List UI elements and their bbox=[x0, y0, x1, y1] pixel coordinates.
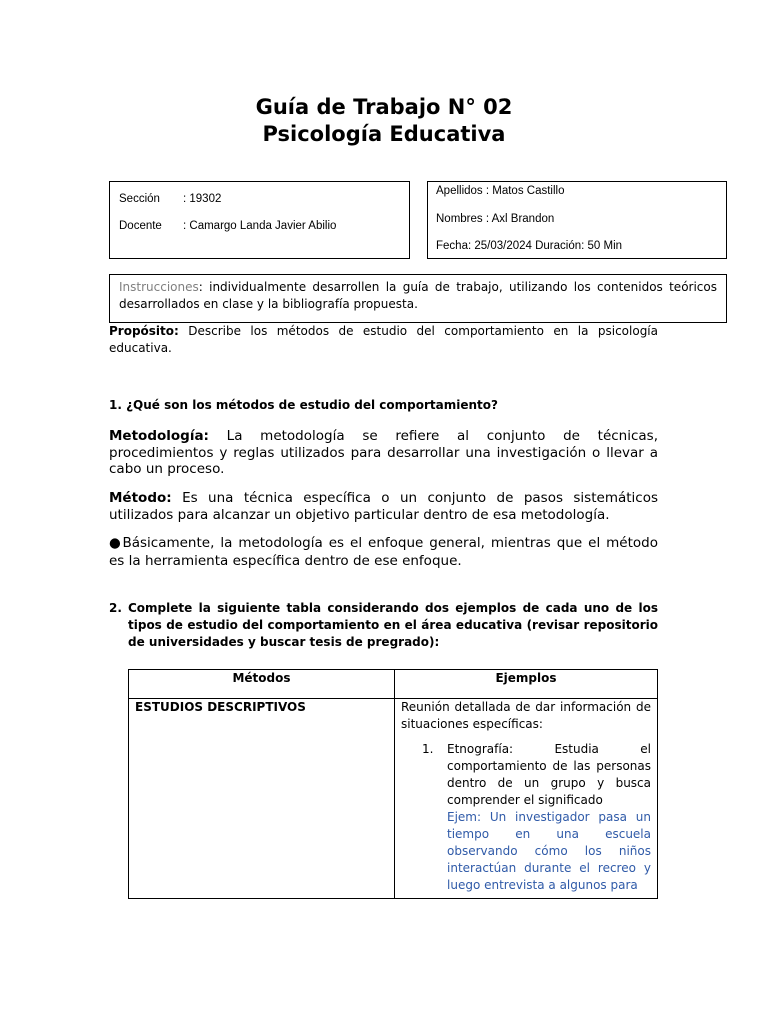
table-row bbox=[129, 699, 658, 899]
page-title: Guía de Trabajo N° 02 bbox=[255, 95, 513, 119]
q1-heading: 1. ¿Qué son los métodos de estudio del comportamiento? bbox=[109, 398, 498, 412]
q2-number: 2. bbox=[109, 601, 122, 615]
purpose-label: Propósito: bbox=[109, 324, 179, 338]
examples-intro: Reunión detallada de dar información de situaciones específicas: bbox=[401, 700, 651, 731]
docente-label: Docente bbox=[119, 220, 162, 232]
example-item-example: Ejem: Un investigador pasa un tiempo en una escuela observando cómo los niños interactúan durante el recreo y luego entrevista a algunos para bbox=[447, 810, 651, 892]
apellidos: Apellidos : Matos Castillo bbox=[436, 185, 565, 197]
examples-cell bbox=[395, 699, 658, 899]
q1-paragraph-metodologia bbox=[109, 428, 658, 478]
docente-value: : Camargo Landa Javier Abilio bbox=[183, 220, 337, 232]
info-left-box bbox=[109, 181, 410, 259]
q2-heading: Complete la siguiente tabla considerando dos ejemplos de cada uno de los tipos de estudio del comportamiento en el área educativa (revisar repositorio de universidades y buscar tesis de pregrado): bbox=[128, 601, 658, 649]
seccion-value: : 19302 bbox=[183, 193, 222, 205]
q1-paragraph-metodo bbox=[109, 490, 658, 523]
metodo-label: Método: bbox=[109, 490, 172, 506]
instructions-text: : individualmente desarrollen la guía de trabajo, utilizando los contenidos teóricos desarrollados en clase y la bibliografía propuesta. bbox=[119, 280, 717, 311]
q1-paragraph-summary: ●Básicamente, la metodología es el enfoque general, mientras que el método es la herramienta específica dentro de ese enfoque. bbox=[109, 535, 658, 569]
example-item-text: Etnografía: Estudia el comportamiento de las personas dentro de un grupo y busca comprender el significado bbox=[447, 742, 651, 807]
methods-table bbox=[128, 669, 658, 899]
column-header-metodos: Métodos bbox=[129, 670, 395, 699]
fecha-duracion: Fecha: 25/03/2024 Duración: 50 Min bbox=[436, 240, 623, 252]
metodo-text: Es una técnica específica o un conjunto de pasos sistemáticos utilizados para alcanzar un objetivo particular dentro de esa metodología. bbox=[109, 490, 658, 523]
seccion-label: Sección bbox=[119, 193, 160, 205]
example-item-1 bbox=[401, 741, 651, 894]
purpose-text: Describe los métodos de estudio del comportamiento en la psicología educativa. bbox=[109, 324, 658, 355]
nombres: Nombres : Axl Brandon bbox=[436, 213, 555, 225]
table-header-row bbox=[129, 670, 658, 699]
column-header-ejemplos: Ejemplos bbox=[395, 670, 658, 699]
metodologia-text: La metodología se refiere al conjunto de técnicas, procedimientos y reglas utilizados para desarrollar una investigación o llevar a cabo un proceso. bbox=[109, 428, 658, 477]
metodologia-label: Metodología: bbox=[109, 428, 209, 444]
method-cell: ESTUDIOS DESCRIPTIVOS bbox=[129, 699, 395, 899]
instructions-box bbox=[109, 274, 727, 323]
instructions-label: Instrucciones bbox=[119, 280, 199, 294]
info-right-box bbox=[427, 181, 727, 259]
example-item-number: 1. bbox=[422, 742, 434, 756]
page-subtitle: Psicología Educativa bbox=[262, 122, 506, 146]
purpose bbox=[109, 323, 658, 357]
